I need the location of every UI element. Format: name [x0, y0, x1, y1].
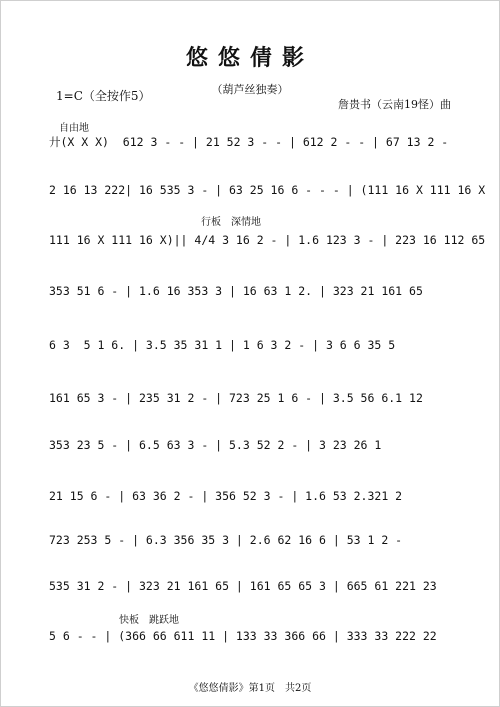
tempo-mark-slow: 行板 深情地: [201, 217, 261, 228]
key-signature: 1=C（全按作5）: [56, 89, 151, 103]
page-footer: 《悠悠倩影》第1页 共2页: [188, 683, 312, 694]
staff-line-2: 2 16 13 222| 16 535 3 - | 63 25 16 6 - - - | (111 16 X 111 16 X: [49, 183, 486, 197]
composer-credit: 詹贵书（云南19怪）曲: [338, 98, 451, 111]
staff-line-8: 21 15 6 - | 63 36 2 - | 356 52 3 - | 1.6 53 2.321 2: [49, 489, 403, 503]
tempo-mark-free: 自由地: [59, 123, 89, 134]
staff-line-9: 723 253 5 - | 6.3 356 35 3 | 2.6 62 16 6 | 53 1 2 -: [49, 533, 403, 547]
staff-line-1: 廾(X X X) 612 3 - - | 21 52 3 - - | 612 2 - - | 67 13 2 -: [49, 135, 449, 149]
subtitle: （葫芦丝独奏）: [211, 83, 289, 96]
staff-line-10: 535 31 2 - | 323 21 161 65 | 161 65 65 3 | 665 61 221 23: [49, 579, 437, 593]
staff-line-3: 111 16 X 111 16 X)|| 4/4 3 16 2 - | 1.6 123 3 - | 223 16 112 65: [49, 233, 486, 247]
staff-line-4: 353 51 6 - | 1.6 16 353 3 | 16 63 1 2. | 323 21 161 65: [49, 284, 423, 298]
staff-line-11: 5 6 - - | (366 66 611 11 | 133 33 366 66 | 333 33 222 22: [49, 629, 437, 643]
staff-line-5: 6 3 5 1 6. | 3.5 35 31 1 | 1 6 3 2 - | 3 6 6 35 5: [49, 338, 396, 352]
page-title: 悠悠倩影: [185, 45, 314, 71]
staff-line-6: 161 65 3 - | 235 31 2 - | 723 25 1 6 - | 3.5 56 6.1 12: [49, 391, 423, 405]
tempo-mark-fast: 快板 跳跃地: [119, 615, 179, 626]
staff-line-7: 353 23 5 - | 6.5 63 3 - | 5.3 52 2 - | 3 23 26 1: [49, 438, 382, 452]
